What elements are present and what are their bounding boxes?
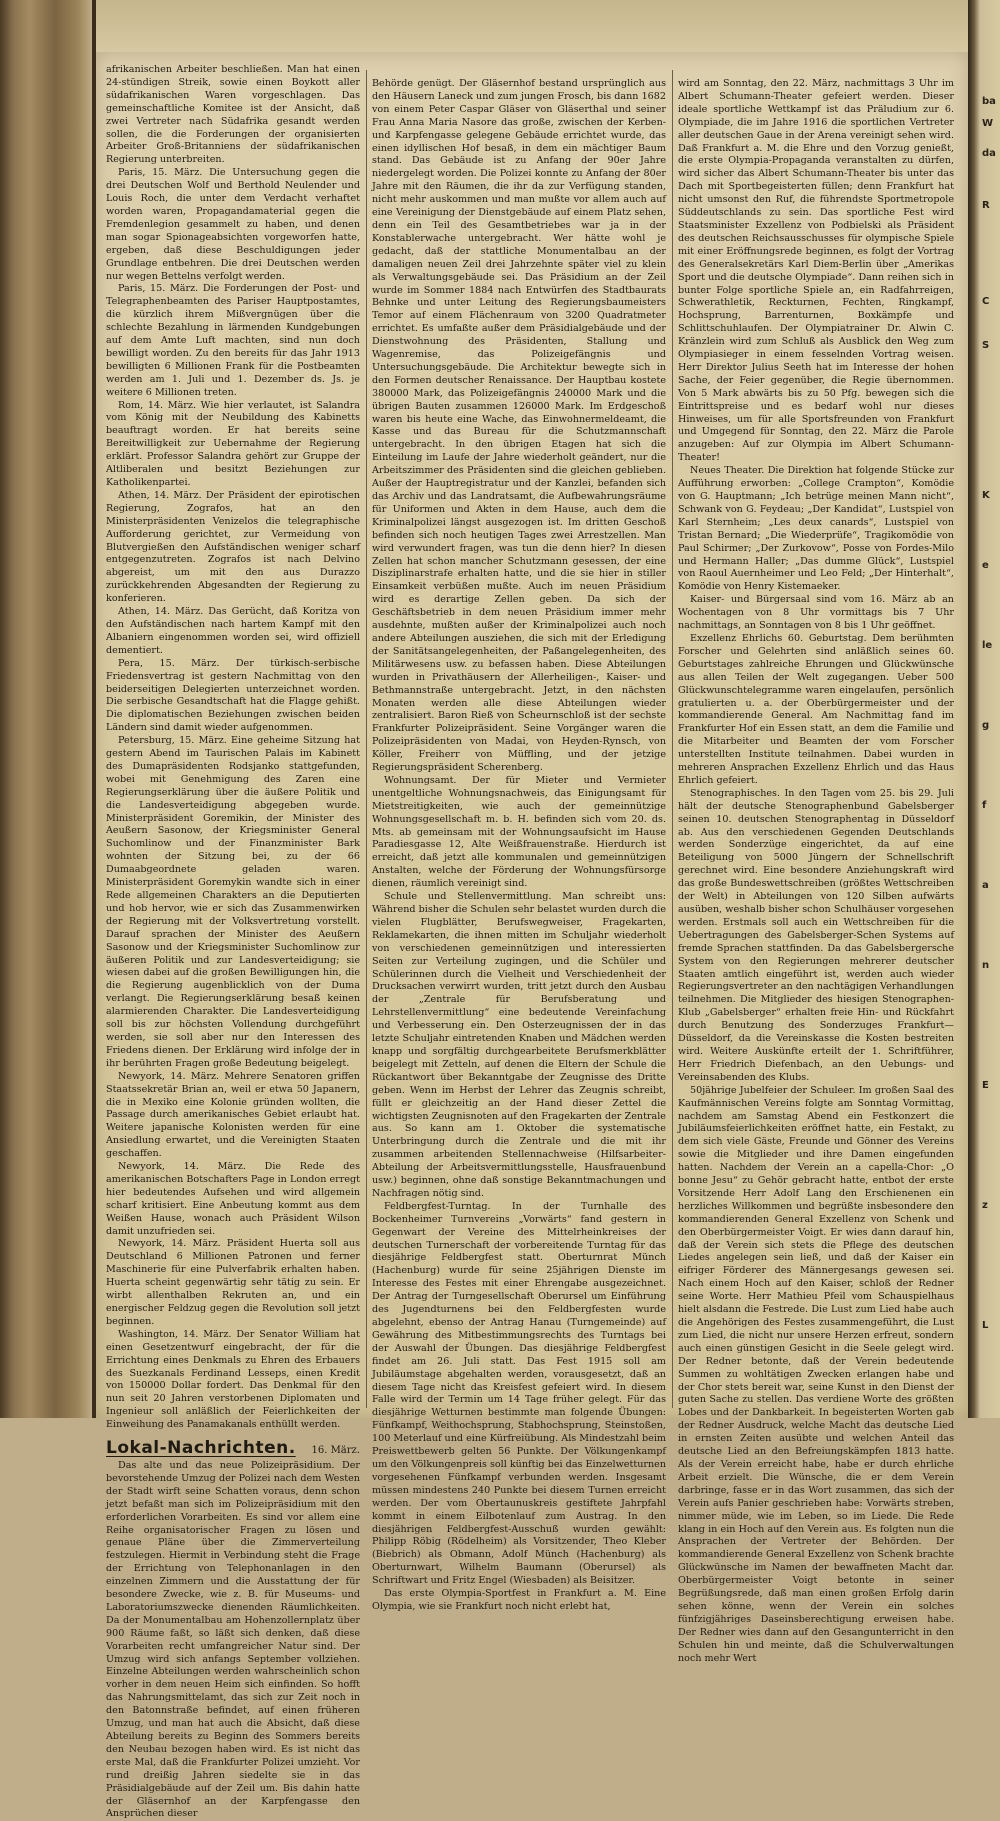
article-petersburg-duma: Petersburg, 15. März. Eine geheime Sitzung hat gestern Abend im Taurischen Palais im Kabinett des Dumapräsidenten Rodsjanko stattgefunden, wobei mit Genehmigung des Zaren eine Regierungserklärung über die äußere Politik und die Landesverteidigung abgegeben wurde. Ministerpräsident Goremikin, der Minister des Aeußern Sasonow, der Kriegsminister General Suchomlinow und der Finanzminister Bark wohnten der Sitzung bei, zu der 66 Dumaabgeordnete geladen waren. Ministerpräsident Goremykin wandte sich in einer Rede allgemeinen Charakters an die Deputierten und hob hervor, wie er sich das Zusammenwirken der Regierung mit der Volksvertretung vorstellt. Darauf sprachen der Minister des Aeußern Sasonow und der Kriegsminister Suchomlinow zur äußeren Politik und zur Landesverteidigung; sie wiesen dabei auf die großen Bewilligungen hin, die die Regierung augenblicklich von der Duma verlangt. Die Regierungserklärung besaß keinen alarmierenden Charakter. Die Landesverteidigung soll bis zur höchsten Vollendung durchgeführt werden, sie soll aber nur den Interessen des Friedens dienen. Der Erklärung wird infolge der in ihr berührten Fragen große Bedeutung beigelegt. [106,735,360,1069]
next-page-fragment: f [982,800,987,811]
article-paris-spies: Paris, 15. März. Die Untersuchung gegen die drei Deutschen Wolf und Berthold Neulender und Louis Roch, die unter dem Verdacht verhaftet worden waren, Propagandamaterial gegen die Fremdenlegion gesammelt zu haben, und denen man sogar Spionageabsichten vorgeworfen hatte, ergeben, daß diese Beschuldigungen jeder Grundlage entbehren. Die drei Deutschen werden nur wegen Bettelns verfolgt werden. [106,167,360,282]
article-washington-lesseps: Washington, 14. März. Der Senator William hat einen Gesetzentwurf eingebracht, der für die Errichtung eines Denkmals zu Ehren des Erbauers des Suezkanals Ferdinand Lesseps, einen Kredit von 150000 Dollar fordert. Das Denkmal für den nun seit 20 Jahren verstorbenen Diplomaten und Ingenieur soll anläßlich der Feierlichkeiten der Einweihung des Panamakanals enthüllt werden. [106,1328,360,1431]
article-schule-stellenvermittlung: Schule und Stellenvermittlung. Man schreibt uns: Während bisher die Schulen sehr belastet wurden durch die vielen Flugblätter, Berufswegweiser, Fragekarten, Reklamekarten, die ihnen mitten im Schuljahr wiederholt von verschiedenen gemeinnützigen und interessierten Seiten zur Verteilung zugingen, und die Schüler und Schülerinnen durch die Vielheit und Verschiedenheit der Drucksachen verwirrt wurden, tritt jetzt durch den Ausbau der „Zentrale für Berufsberatung und Lehrstellenvermittlung“ eine bedeutende Vereinfachung und Verbesserung ein. Den Osterzeugnissen der in das letzte Schuljahr eintretenden Knaben und Mädchen werden knapp und sorgfältig durchgearbeitete Berufsmerkblätter beigelegt mit Zetteln, auf denen die Eltern der Schule die Rückantwort über Bekanntgabe der Zeugnisse des Dritte geben. Wenn im Herbst der Lehrer das Zeugnis schreibt, füllt er gleichzeitig an der Hand dieser Zettel die wichtigsten Zeugnisnoten auf den Fragekarten der Zentrale aus. So kann am 1. Oktober die systematische Unterbringung durch die Zentrale und die mit ihr zusammen arbeitenden Stellennachweise (Hilfsarbeiter-Abteilung der Arbeitsvermittlungsstelle, Hausfrauenbund usw.) beginnen, ohne daß sonstige Bekanntmachungen und Nachfragen nötig sind. [372,891,666,1199]
next-page-fragment: z [982,1200,988,1211]
next-page-fragment: n [982,960,990,971]
next-page-fragment: W [982,118,994,129]
article-wohnungsamt: Wohnungsamt. Der für Mieter und Vermieter unentgeltliche Wohnungsnachweis, das Einigungsamt für Mietstreitigkeiten, wie auch der gemeinnützige Wohnungsgesellschaft m. b. H. befinden sich vom 20. ds. Mts. ab gemeinsam mit der Wohnungsaufsicht im Hause Paradiesgasse 12, Alte Weißfrauenstraße. Hierdurch ist erreicht, daß jetzt alle kommunalen und gemeinnützigen Anstalten, welche der Förderung der Wohnungsfürsorge dienen, räumlich vereinigt sind. [372,774,666,890]
article-rome-salandra: Rom, 14. März. Wie hier verlautet, ist Salandra vom König mit der Neubildung des Kabinetts beauftragt worden. Er hat bereits seine Bereitwilligkeit zur Uebernahme der Regierung erklärt. Professor Salandra gehört zur Gruppe der Altliberalen und besitzt Beziehungen zur Katholikenpartei. [106,399,360,488]
article-glaesernhof: Behörde genügt. Der Gläsernhof bestand ursprünglich aus den Häusern Laneck und zum jungen Frosch, bis dann 1682 von einem Peter Caspar Gläser von Gläserthal und seiner Frau Anna Maria Nasore das große, zwischen der Kerben- und Karpfengasse gelegene Gebäude errichtet wurde, das einen idyllischen Hof besaß, in dem ein mächtiger Baum stand. Das Gebäude ist zu Anfang der 90er Jahre niedergelegt worden. Die Polizei konnte zu Anfang der 80er Jahre mit den Räumen, die ihr da zur Verfügung standen, nicht mehr auskommen und man mußte vor allem auch auf eine Vereinigung der Dienstgebäude auf einem Platz sehen, denn ein Teil des Gesamtbetriebes war ja in der Konstablerwache untergebracht. Wer hätte wohl je gedacht, daß der stattliche Monumentalbau an der damaligen neuen Zeil drei Jahrzehnte später viel zu klein als Verwaltungsgebäude sei. Das Präsidium an der Zeil wurde im Sommer 1884 nach Entwürfen des Stadtbaurats Behnke und unter Leitung des Regierungsbaumeisters Temor auf einem Flächenraum von 3200 Quadratmeter errichtet. Es umfaßte außer dem Präsidialgebäude und der Dienstwohnung des Präsidenten, Stallung und Wagenremise, das Polizeigefängnis und Untersuchungsgebäude. Die Architektur bewegte sich in den Formen deutscher Renaissance. Der Hauptbau kostete 380000 Mark, das Polizeigefängnis 240000 Mark und die übrigen Bauten zusammen 126000 Mark. Im Erdgeschoß waren bis heute eine Wache, das Einwohnermeldeamt, die Kasse und das Bureau für die Schutzmannschaft untergebracht. In den übrigen Etagen hat sich die Einteilung im Laufe der Jahre wiederholt geändert, nur die Arbeitszimmer des Präsidenten sind die gleichen geblieben. Außer der Hauptregistratur und der Kanzlei, befanden sich das Archiv und das Landratsamt, die Aufbewahrungsräume für Uniformen und Akten in dem Hause, auch dem die Kriminalpolizei längst ausgezogen ist. Im dritten Geschoß befinden sich noch heutigen Tages zwei Arrestzellen. Man wird verwundert fragen, was tun die denn hier? In diesen Zellen hat schon mancher Schutzmann gesessen, der eine Disziplinarstrafe erhalten hatte, und die sie hier in stiller Einsamkeit verbüßen mußte. Auch im neuen Präsidium wird es derartige Zellen geben. Da sich der Geschäftsbetrieb in dem neuen Präsidium immer mehr ausdehnte, mußten außer der Kriminalpolizei auch noch andere Abteilungen ausziehen, die sich mit der Erledigung der Sanitätsangelegenheiten, der Paßangelegenheiten, des Militärwesens usw. zu befassen haben. Diese Abteilungen wurden in Privathäusern der Allerheiligen-, Kaiser- und Bethmannstraße untergebracht. Jetzt, in den nächsten Monaten werden alle diese Abteilungen wieder zentralisiert. Baron Rieß von Scheurnschloß ist der sechste Frankfurter Polizeipräsident. Seine Vorgänger waren die Polizeipräsidenten von Madai, von Heyden-Rynsch, von Köller, Freiherr von Müffling, und der jetzige Regierungspräsident Scherenberg. [372,78,666,774]
article-south-africa-strike: afrikanischen Arbeiter beschließen. Man hat einen 24-stündigen Streik, sowie einen Boykott aller südafrikanischen Waren vorgeschlagen. Das gemeinschaftliche Komitee ist der Ansicht, daß zwei Vertreter nach Südafrika gesandt werden sollen, die die Forderungen der organisierten Arbeiter Groß-Britanniens der südafrikanischen Regierung unterbreiten. [106,64,360,166]
next-page-fragment: a [982,880,989,891]
section-title: Lokal-Nachrichten. [106,1438,296,1459]
next-page-fragment: R [982,200,990,211]
next-page-fragment: C [982,296,990,307]
next-page-fragment: e [982,560,989,571]
column-2 [372,78,666,1612]
article-newyork-japanese: Newyork, 14. März. Mehrere Senatoren griffen Staatssekretär Brian an, weil er etwa 50 Japanern, die in Mexiko eine Kolonie gründen wollten, die Passage durch amerikanisches Gebiet erlaubt hat. Weitere japanische Kolonisten werden für eine Ansiedlung erwartet, und die Vereinigten Staaten geschaffen. [106,1070,360,1160]
article-olympia-continued: wird am Sonntag, den 22. März, nachmittags 3 Uhr im Albert Schumann-Theater gefeiert werden. Dieser ideale sportliche Wettkampf ist das Präludium zur 6. Olympiade, die im Jahre 1916 die sportlichen Vertreter aller deutschen Gaue in der Arena vereinigt sehen wird. Daß Frankfurt a. M. die Ehre und den Vorzug genießt, die erste Olympia-Propaganda veranstalten zu dürfen, wird sicher das Albert Schumann-Theater bis unter das Dach mit Sportbegeisterten füllen; denn Frankfurt hat nicht umsonst den Ruf, die führendste Sportmetropole Süddeutschlands zu sein. Das sportliche Fest wird Staatsminister Exzellenz von Podbielski als Präsident des deutschen Reichsausschusses für olympische Spiele mit einer Eröffnungsrede beginnen, es folgt der Vortrag des Generalsekretärs Karl Diem-Berlin über „Amerikas Sport und die deutsche Olympiade“. Dann reihen sich in bunter Folge sportliche Spiele an, ein Radfahrreigen, Schwerathletik, Reckturnen, Fechten, Ringkampf, Hochsprung, Barrenturnen, Boxkämpfe und Schlittschuhlaufen. Der Olympiatrainer Dr. Alwin C. Kränzlein wird zum Schluß als Ausblick den Weg zum Olympiasieger in einem fesselnden Vortrag weisen. Herr Direktor Julius Seeth hat im Interesse der hohen Sache, der Feier gegenüber, die Regie übernommen. Von 5 Mark abwärts bis zu 50 Pfg. bewegen sich die Eintrittspreise und es bedarf wohl nur dieses Hinweises, um für alle Sportsfreunden von Frankfurt und Umgegend für Sonntag, den 22. März die Parole anzugeben: Auf zur Olympia im Albert Schumann-Theater! [678,78,954,464]
article-pera-treaty: Pera, 15. März. Der türkisch-serbische Friedensvertrag ist gestern Nachmittag von den beiderseitigen Delegierten unterzeichnet worden. Die serbische Gesandtschaft hat die Flagge gehißt. Die diplomatischen Beziehungen zwischen beiden Ländern sind damit wieder aufgenommen. [106,657,360,734]
article-feldbergfest: Feldbergfest-Turntag. In der Turnhalle des Bockenheimer Turnvereins „Vorwärts“ fand gestern in Gegenwart der Vereine des Mittelrheinkreises der deutschen Turnerschaft der vorbereitende Turntag für das diesjährige Feldbergfest statt. Oberturnrat Münch (Hachenburg) wurde für seine 25jährigen Dienste im Interesse des Festes mit einer Ehrengabe ausgezeichnet. Der Antrag der Turngesellschaft Oberursel um Einführung des Jugendturnens bei den Feldbergfesten wurde abgelehnt, ebenso der Antrag Hanau (Turngemeinde) auf Gewährung des Mitbestimmungsrechts des Turntags bei der Auswahl der Übungen. Das diesjährige Feldbergfest findet am 26. Juli statt. Das Fest 1915 soll am Jubiläumstage abgehalten werden, vorausgesetzt, daß an diesem Tage nicht das Kreisfest gefeiert wird. In diesem Falle wird der Termin um 14 Tage früher gelegt. Für das diesjährige Wetturnen bestimmte man folgende Übungen: Fünfkampf, Weithochsprung, Stabhochsprung, Steinstoßen, 100 Meterlauf und eine Kürfreiübung. Als Mindestzahl beim Preiswettbewerb gelten 56 Punkte. Der Völkungenkampf um den Völkungenpreis soll künftig bei das Einzelwetturnen vorgesehenen Fünfkampf verbunden werden. Insgesamt müssen mindestens 240 Punkte bei diesem Turnen erreicht werden. Der vom Obertaunuskreis gestiftete Jahrpfahl kommt in einem Eilbotenlauf zum Austrag. In den diesjährigen Feldbergfest-Ausschuß wurden gewählt: Philipp Röbig (Rödelheim) als Vorsitzender, Theo Kleber (Biebrich) als Obmann, Adolf Münch (Hachenburg) als Oberturnwart, Wilhelm Baumann (Oberursel) als Schriftwart und Fritz Engel (Wiesbaden) als Beisitzer. [372,1200,666,1587]
next-page-fragment: E [982,1080,989,1091]
article-stenographisches: Stenographisches. In den Tagen vom 25. bis 29. Juli hält der deutsche Stenographenbund Gabelsberger seinen 10. deutschen Stenographentag in Düsseldorf ab. Aus den verschiedenen Gegenden Deutschlands werden Sonderzüge eingerichtet, da auf eine Beteiligung von 5000 Jüngern der Schnellschrift gerechnet wird. Eine besondere Anziehungskraft wird das große Bundeswettschreiben (größtes Wettschreiben der Welt) in Abteilungen von 120 Silben aufwärts ausüben, weshalb bisher schon Schulhäuser vorgesehen werden. Erstmals soll auch ein Wettschreiben für die Uebertragungen des Gabelsberger-Schen Systems auf fremde Sprachen stattfinden. Da das Gabelsbergersche System von den Regierungen mehrerer deutscher Staaten amtlich eingeführt ist, werden auch wieder Regierungsvertreter an den nachtägigen Verhandlungen teilnehmen. Die Mitglieder des hiesigen Stenographen-Klub „Gabelsberger“ erhalten freie Hin- und Rückfahrt durch Benutzung des Sonderzuges Frankfurt—Düsseldorf, da die Vereinskasse die Kosten bestreiten wird. Weitere Auskünfte erteilt der 1. Schriftführer, Herr Friedrich Diefenbach, an den Uebungs- und Vereinsabenden des Klubs. [678,787,954,1083]
next-page-fragment: L [982,1320,989,1331]
next-page-edge [968,0,1000,1418]
article-newyork-page: Newyork, 14. März. Die Rede des amerikanischen Botschafters Page in London erregt hier bedeutendes Aufsehen und wird allgemein scharf kritisiert. Eine Anbeutung kommt aus dem Weißen Hause, wonach auch Präsident Wilson damit unzufrieden sei. [106,1161,360,1237]
page-top-edge [96,0,968,52]
article-jubelfeier: 50jährige Jubelfeier der Schuleer. Im großen Saal des Kaufmännischen Vereins folgte am Sonntag Vormittag, nachdem am Samstag Abend ein Festkonzert die Jubiläumsfeierlichkeiten eröffnet hatte, ein Festakt, zu dem sich viele Gäste, Freunde und Gönner des Vereins sowie die Mitglieder und ihre Damen eingefunden hatten. Nachdem der Verein an a capella-Chor: „O bonne Jesu“ zu Gehör gebracht hatte, entbot der erste Vorsitzende Herr Adolf Lang den Erschienenen ein herzliches Willkommen und begrüßte insbesondere den kommandierenden General Exzellenz von Schenk und den Oberbürgermeister Voigt. Er wies dann darauf hin, daß der Verein sich stets die Pflege des deutschen Liedes angelegen sein ließ, und daß der Kaiser ein eifriger Förderer des Männergesangs gewesen sei. Nach einem Hoch auf den Kaiser, schloß der Redner seine Worte. Herr Mathieu Pfeil vom Schauspielhaus hielt alsdann die Festrede. Die Lust zum Lied habe auch die Angehörigen des Festes zusammengeführt, die Lust zum Lied, die nicht nur unsere Herzen erfreut, sondern auch einen günstigen Gesicht in die Seele gelegt wird. Der Redner betonte, daß der Verein bedeutende Summen zu wohltätigen Zwecken erlangen habe und der Chor stets bereit war, seine Kunst in den Dienst der guten Sache zu stellen. Das verdiene Worte des größten Lobes und der Dankbarkeit. In begeisterten Worten gab der Redner Ausdruck, welche Macht das deutsche Lied in ernsten Zeiten ausübte und welchen Anteil das deutsche Lied an den Befreiungskämpfen 1813 hatte. Als der Verein erreicht habe, habe er durch ehrliche Arbeit erzielt. Die Wünsche, die er dem Verein darbringe, fasse er in das Wort zusammen, das sich der Verein aufs Panier geschrieben habe: Vorwärts streben, nimmer müde, wie im Leben, so im Liede. Die Rede klang in ein Hoch auf den Verein aus. Es folgten nun die Ansprachen der Vertreter der Behörden. Der kommandierende General Exzellenz von Schenk brachte Glückwünsche im Namen der bewaffneten Macht dar. Oberbürgermeister Voigt betonte in seiner Begrüßungsrede, daß man einen großen Erfolg darin sehen könne, wenn der Verein ein solches fünfzigjähriges Daseinsberechtigung erweisen habe. Der Redner wies dann auf den Gesangunterricht in den Schulen hin und meinte, daß die Schulverwaltungen noch mehr Wert [678,1084,954,1664]
article-polizeipraesidium: Das alte und das neue Polizeipräsidium. Der bevorstehende Umzug der Polizei nach dem Westen der Stadt wirft seine Schatten voraus, denn schon jetzt befaßt man sich im Polizeipräsidium mit den erforderlichen Vorarbeiten. Es sind vor allem eine Reihe organisatorischer Fragen zu lösen und genaue Pläne über die Zimmerverteilung festzulegen. Hiermit in Verbindung steht die Frage der Errichtung von Telephonanlagen in den einzelnen Zimmern und die Ausstattung der für besondere Zwecke, wie z. B. für Museums- und Laboratoriumszwecke dienenden Räumlichkeiten. Da der Monumentalbau am Hohenzollernplatz über 900 Räume faßt, so läßt sich denken, daß diese Vorarbeiten recht umfangreicher Natur sind. Der Umzug wird sich anfangs September vollziehen. Einzelne Abteilungen werden wahrscheinlich schon vorher in dem neuen Heim sich einfinden. So hofft das Nahrungsmittelamt, das sich zur Zeit noch in den Batonnstraße befindet, auf einen früheren Umzug, und man hat auch die Absicht, daß diese Abteilung bereits zu Beginn des Sommers bereits den Neubau bezogen haben wird. Es ist nicht das erste Mal, daß die Frankfurter Polizei umzieht. Vor rund dreißig Jahren siedelte sie in das Präsidialgebäude auf der Zeil um. Bis dahin hatte der Gläsernhof an der Karpfengasse den Ansprüchen dieser [106,1459,360,1820]
article-newyork-huerta: Newyork, 14. März. Präsident Huerta soll aus Deutschland 6 Millionen Patronen und ferner Maschinerie für eine Pulverfabrik erhalten haben. Huerta scheint gegenwärtig sehr tätig zu sein. Er wirbt allenthalben Rekruten an, und ein energischer Feldzug gegen die Revolution soll jetzt beginnen. [106,1238,360,1327]
section-date: 16. März. [311,1445,360,1457]
next-page-fragment: S [982,340,990,351]
book-binding [0,0,96,1418]
article-olympia-sportfest: Das erste Olympia-Sportfest in Frankfurt a. M. Eine Olympia, wie sie Frankfurt noch nicht erlebt hat, [372,1588,666,1612]
column-rule-2 [672,70,673,1408]
next-page-fragment: da [982,148,996,159]
article-kaisersaal: Kaiser- und Bürgersaal sind vom 16. März ab an Wochentagen von 8 Uhr vormittags bis 7 Uhr nachmittags, an Sonntagen von 8 bis 1 Uhr geöffnet. [678,594,954,632]
section-header-lokal [106,1438,360,1459]
column-1 [106,64,360,1820]
article-paris-post: Paris, 15. März. Die Forderungen der Post- und Telegraphenbeamten des Pariser Hauptpostamtes, die kürzlich ihrem Mißvergnügen über die schlechte Bezahlung in lärmenden Kundgebungen auf dem Amte Luft machten, sind nun doch bewilligt worden. Zu den bereits für das Jahr 1913 bewilligten 6 Millionen Frank für die Postbeamten werden am 1. Juli und 1. Dezember ds. Js. je weitere 6 Millionen treten. [106,283,360,398]
article-athens-epirus: Athen, 14. März. Der Präsident der epirotischen Regierung, Zografos, hat an den Ministerpräsidenten Venizelos die telegraphische Aufforderung gerichtet, zur Vermeidung von Blutvergießen den Aufständischen weniger scharf entgegenzutreten. Zografos ist nach Delvino abgereist, um mit den aus Durazzo zurückkehrenden Abgesandten der Regierung zu konferieren. [106,489,360,605]
column-3 [678,78,954,1664]
article-athens-koritza: Athen, 14. März. Das Gerücht, daß Koritza von den Aufständischen nach hartem Kampf mit den Albaniern eingenommen worden sei, wird offiziell dementiert. [106,606,360,656]
article-neues-theater: Neues Theater. Die Direktion hat folgende Stücke zur Aufführung erworben: „College Crampton“, Komödie von G. Hauptmann; „Ich betrüge meinen Mann nicht“, Schwank von G. Feydeau; „Der Kandidat“, Lustspiel von Karl Sternheim; „Les deux canards“, Lustspiel von Tristan Bernard; „Die Wiederprüfe“, Tragikomödie von Paul Schirmer; „Der Zurkovow“, Posse von Fordes-Milo und Hermann Haller; „Das dumme Glück“, Lustspiel von Raoul Auernheimer und Leo Feld; „Der Hinterhalt“, Komödie von Henry Kistemaeker. [678,465,954,593]
next-page-fragment: ba [982,96,996,107]
next-page-fragment: g [982,720,990,731]
next-page-fragment: le [982,640,993,651]
next-page-fragment: K [982,490,990,501]
article-ehrlich-birthday: Exzellenz Ehrlichs 60. Geburtstag. Dem berühmten Forscher und Gelehrten sind anläßlich seines 60. Geburtstages zahlreiche Ehrungen und Glückwünsche aus allen Teilen der Welt zugegangen. Ueber 500 Glückwunschtelegramme waren eingelaufen, persönlich gratulierten u. a. der Oberbürgermeister und der kommandierende General. Am Nachmittag fand im Frankfurter Hof ein Essen statt, an dem die Familie und die Mitarbeiter und Beamten der vom Forscher unterstellten Institute teilnahmen. Dabei wurden in mehreren Ansprachen Exzellenz Ehrlich und das Haus Ehrlich gefeiert. [678,632,954,786]
column-rule-1 [366,70,367,1408]
